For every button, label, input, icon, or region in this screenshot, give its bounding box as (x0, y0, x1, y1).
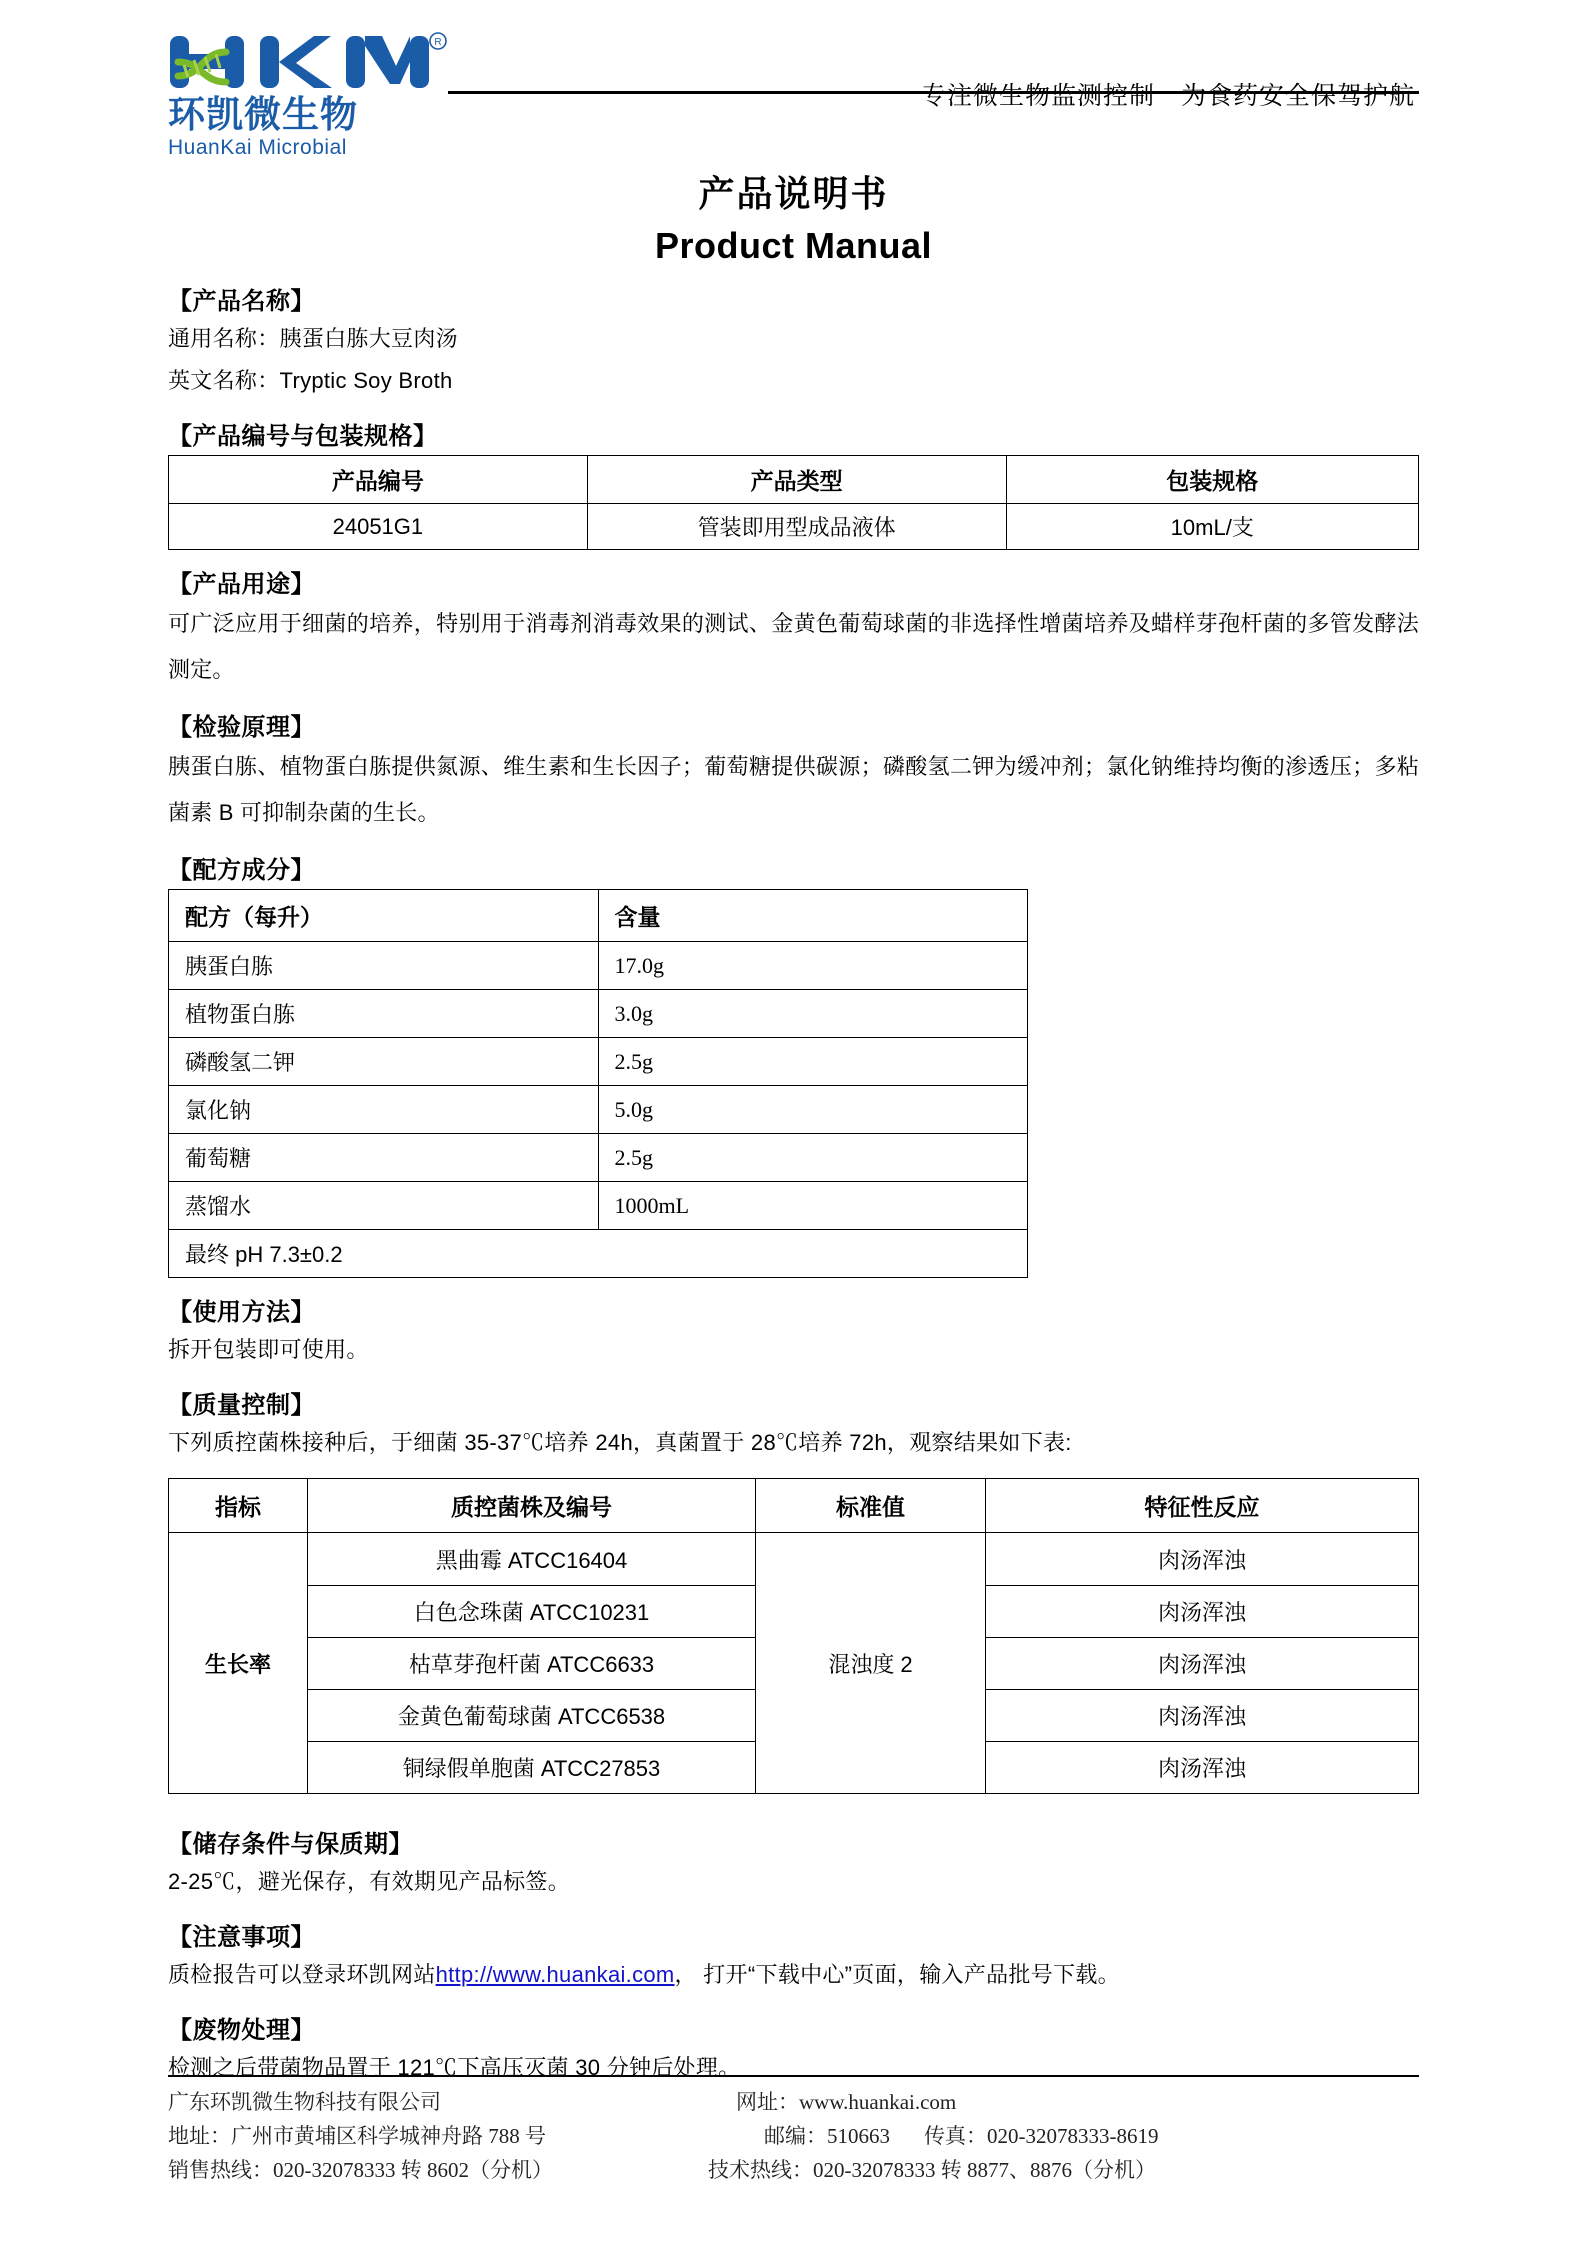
spec-col-type: 产品类型 (587, 456, 1006, 504)
formula-cell-amount: 2.5g (598, 1038, 1028, 1086)
header-tagline-area (448, 28, 1419, 112)
common-name-value: 胰蛋白胨大豆肉汤 (279, 326, 458, 351)
formula-cell-name: 蒸馏水 (169, 1182, 599, 1230)
footer-contact-info (168, 2085, 1419, 2187)
section-heading-principle: 【检验原理】 (168, 714, 315, 741)
qc-body-standard (756, 1533, 985, 1793)
table-row (169, 990, 1028, 1038)
footer-right-column (708, 2085, 1419, 2187)
table-header-row (169, 456, 1419, 504)
english-name-label: 英文名称： (168, 368, 280, 393)
formula-cell-amount: 1000mL (598, 1182, 1028, 1230)
footer-tech-hotline: 技术热线：020-32078333 转 8877、8876（分机） (708, 2158, 1156, 2182)
footer-fax: 传真：020-32078333-8619 (924, 2124, 1159, 2148)
notes-text-after: ， 打开“下载中心”页面，输入产品批号下载。 (674, 1962, 1120, 1987)
table-row (169, 1134, 1028, 1182)
spec-table (168, 455, 1419, 550)
qc-col-header-strain: 质控菌株及编号 (308, 1479, 755, 1533)
formula-cell-amount: 5.0g (598, 1086, 1028, 1134)
qc-body-indicator (169, 1533, 307, 1793)
formula-table-wrapper (168, 889, 1028, 1278)
footer-address: 地址：广州市黄埔区科学城神舟路 788 号 (168, 2124, 546, 2148)
qc-cell-reaction: 肉汤浑浊 (1157, 1547, 1246, 1573)
table-row (169, 942, 1028, 990)
formula-cell-name: 植物蛋白胨 (169, 990, 599, 1038)
table-row (169, 1038, 1028, 1086)
formula-cell-amount: 3.0g (598, 990, 1028, 1038)
formula-cell-name: 氯化钠 (169, 1086, 599, 1134)
formula-cell-name: 胰蛋白胨 (169, 942, 599, 990)
section-heading-usage: 【产品用途】 (168, 571, 315, 598)
formula-table (168, 889, 1028, 1278)
company-logo (168, 32, 448, 160)
qc-cell-strain: 枯草芽孢杆菌 ATCC6633 (308, 1637, 755, 1689)
huankai-website-link[interactable]: http://www.huankai.com (435, 1962, 675, 1987)
footer-website: 网址：www.huankai.com (736, 2090, 957, 2114)
qc-cell-reaction: 肉汤浑浊 (986, 1741, 1418, 1793)
qc-cell-indicator: 生长率 (204, 1651, 271, 1677)
page-header (168, 28, 1419, 159)
qc-cell-strain: 白色念珠菌 ATCC10231 (308, 1585, 755, 1637)
qc-column-reaction (985, 1479, 1418, 1793)
footer-divider (168, 2075, 1419, 2077)
formula-col-name: 配方（每升） (169, 890, 599, 942)
qc-col-header-indicator: 指标 (169, 1479, 307, 1533)
table-row-ph (169, 1230, 1028, 1278)
qc-cell-reaction: 肉汤浑浊 (986, 1585, 1418, 1637)
hkm-logo-icon (168, 32, 448, 94)
formula-cell-name: 磷酸氢二钾 (169, 1038, 599, 1086)
formula-cell-name: 葡萄糖 (169, 1134, 599, 1182)
header-tagline: 专注微生物监测控制 为食药安全保驾护航 (920, 82, 1415, 110)
qc-cell-standard-value: 混浊度 2 (828, 1651, 913, 1677)
footer-company-name: 广东环凯微生物科技有限公司 (168, 2090, 441, 2114)
qc-cell-reaction: 肉汤浑浊 (986, 1689, 1418, 1741)
page-footer (168, 2075, 1419, 2187)
qc-body-reaction (986, 1533, 1418, 1793)
waste-text: 检测之后带菌物品置于 121℃下高压灭菌 30 分钟后处理。 (168, 2055, 741, 2080)
table-row (169, 504, 1419, 550)
header-divider (448, 91, 1419, 94)
spec-cell-type: 管装即用型成品液体 (587, 504, 1006, 550)
qc-cell-strain: 金黄色葡萄球菌 ATCC6538 (308, 1689, 755, 1741)
footer-postcode-fax-row (708, 2119, 1419, 2153)
section-heading-formula: 【配方成分】 (168, 857, 315, 884)
formula-ph-value: 最终 pH 7.3±0.2 (169, 1230, 1028, 1278)
footer-sales-hotline: 销售热线：020-32078333 转 8602（分机） (168, 2158, 553, 2182)
formula-cell-amount: 2.5g (598, 1134, 1028, 1182)
method-text: 拆开包装即可使用。 (168, 1337, 369, 1362)
spec-cell-package: 10mL/支 (1006, 504, 1419, 550)
footer-postcode: 邮编：510663 (764, 2124, 890, 2148)
english-name-row (168, 360, 1419, 402)
section-heading-storage: 【储存条件与保质期】 (168, 1831, 413, 1858)
page-title-cn: 产品说明书 (698, 173, 889, 214)
logo-company-en: HuanKai Microbial (168, 135, 347, 159)
section-heading-quality-control: 【质量控制】 (168, 1392, 315, 1419)
qc-cell-strain: 铜绿假单胞菌 ATCC27853 (308, 1741, 755, 1793)
common-name-row (168, 318, 1419, 360)
formula-cell-amount: 17.0g (598, 942, 1028, 990)
quality-control-intro: 下列质控菌株接种后，于细菌 35-37℃培养 24h，真菌置于 28℃培养 72h，观察结果如下表: (168, 1430, 1072, 1455)
notes-text (168, 1954, 1419, 1996)
formula-col-amount: 含量 (598, 890, 1028, 942)
quality-control-table (168, 1478, 1419, 1794)
qc-column-strain (307, 1479, 755, 1793)
usage-text: 可广泛应用于细菌的培养，特别用于消毒剂消毒效果的测试、金黄色葡萄球菌的非选择性增菌培养及蜡样芽孢杆菌的多管发酵法测定。 (168, 611, 1419, 682)
qc-body-strain (308, 1533, 755, 1793)
logo-company-cn: 环凯微生物 (168, 94, 358, 135)
qc-column-standard (755, 1479, 985, 1793)
qc-col-header-standard: 标准值 (756, 1479, 985, 1533)
section-heading-spec: 【产品编号与包装规格】 (168, 423, 438, 450)
spec-cell-code: 24051G1 (169, 504, 588, 550)
footer-left-column (168, 2085, 708, 2187)
page-title-en: Product Manual (654, 225, 933, 266)
section-heading-product-name: 【产品名称】 (168, 288, 315, 315)
qc-col-header-reaction: 特征性反应 (986, 1479, 1418, 1533)
qc-cell-reaction: 肉汤浑浊 (986, 1637, 1418, 1689)
spec-col-code: 产品编号 (169, 456, 588, 504)
notes-text-before: 质检报告可以登录环凯网站 (168, 1962, 436, 1987)
qc-column-indicator (169, 1479, 307, 1793)
english-name-value: Tryptic Soy Broth (279, 368, 453, 393)
section-heading-method: 【使用方法】 (168, 1299, 315, 1326)
table-row (169, 1182, 1028, 1230)
table-header-row (169, 890, 1028, 942)
principle-text: 胰蛋白胨、植物蛋白胨提供氮源、维生素和生长因子；葡萄糖提供碳源；磷酸氢二钾为缓冲剂；氯化钠维持均衡的渗透压；多粘菌素 B 可抑制杂菌的生长。 (168, 754, 1419, 825)
table-row (169, 1086, 1028, 1134)
section-heading-waste: 【废物处理】 (168, 2017, 315, 2044)
storage-text: 2-25℃，避光保存，有效期见产品标签。 (168, 1869, 571, 1894)
section-heading-notes: 【注意事项】 (168, 1924, 315, 1951)
svg-text:R: R (434, 37, 442, 48)
qc-cell-strain: 黑曲霉 ATCC16404 (435, 1547, 628, 1573)
spec-col-package: 包装规格 (1006, 456, 1419, 504)
common-name-label: 通用名称： (168, 326, 280, 351)
